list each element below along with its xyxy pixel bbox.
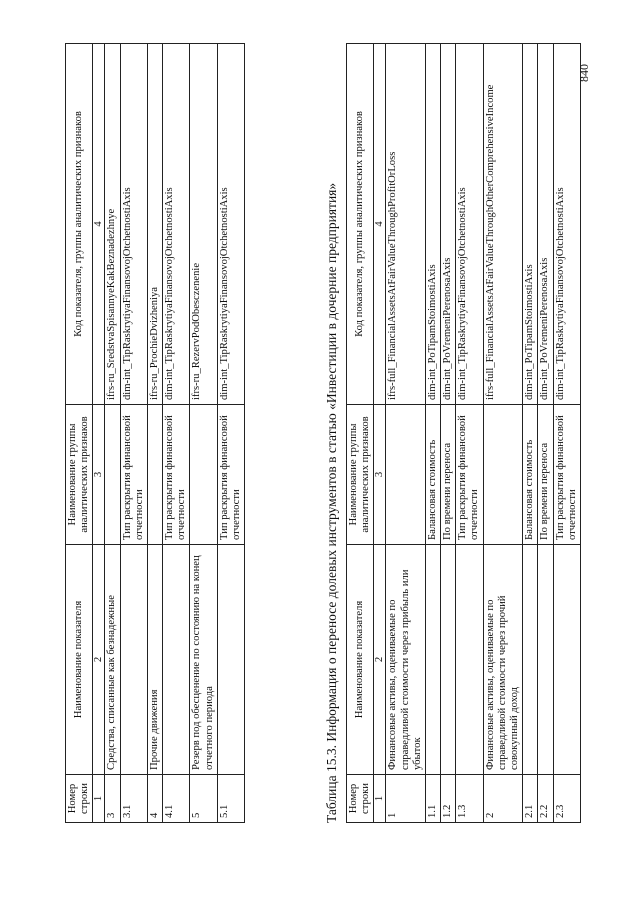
cell-code: ifrs-ru_RezervPodObesczenenie <box>190 44 217 405</box>
table-row <box>425 44 440 823</box>
table-row <box>456 44 483 823</box>
column-number: 2 <box>374 545 386 775</box>
table-row <box>120 44 147 823</box>
cell-row-number: 1 <box>386 775 426 823</box>
cell-code: dim-int_PoTipamStoimostiAxis <box>425 44 440 405</box>
column-number-row <box>374 44 386 823</box>
table-row <box>386 44 426 823</box>
cell-attribute-group: Тип раскрытия финансовой отчетности <box>120 405 147 545</box>
cell-attribute-group: Тип раскрытия финансовой отчетности <box>217 405 244 545</box>
column-number: 2 <box>93 545 105 775</box>
cell-code: dim-int_PoVremeniPerenosaAxis <box>538 44 553 405</box>
cell-indicator-name <box>538 545 553 775</box>
cell-attribute-group: Тип раскрытия финансовой отчетности <box>456 405 483 545</box>
page-number: 840 <box>577 64 591 82</box>
cell-indicator-name <box>553 545 580 775</box>
table-header-row <box>66 44 93 823</box>
cell-code: dim-int_PoTipamStoimostiAxis <box>523 44 538 405</box>
cell-code: dim-int_PoVremeniPerenosaAxis <box>441 44 456 405</box>
column-number: 1 <box>374 775 386 823</box>
column-number: 3 <box>374 405 386 545</box>
cell-attribute-group: По времени переноса <box>538 405 553 545</box>
cell-indicator-name <box>217 545 244 775</box>
cell-attribute-group <box>190 405 217 545</box>
cell-row-number: 2 <box>483 775 523 823</box>
table-row <box>190 44 217 823</box>
cell-row-number: 1.2 <box>441 775 456 823</box>
cell-row-number: 2.2 <box>538 775 553 823</box>
column-number: 3 <box>93 405 105 545</box>
table-row <box>147 44 162 823</box>
cell-indicator-name: Прочие движения <box>147 545 162 775</box>
cell-attribute-group <box>483 405 523 545</box>
column-number: 4 <box>93 44 105 405</box>
cell-indicator-name: Финансовые активы, оцениваемые по справедливой стоимости через прибыль или убыток <box>386 545 426 775</box>
header-indicator-name: Наименование показателя <box>347 545 374 775</box>
header-indicator-name: Наименование показателя <box>66 545 93 775</box>
table-row <box>441 44 456 823</box>
cell-code: dim-int_TipRaskrytiyaFinansovojOtchetnostiAxis <box>217 44 244 405</box>
cell-code: dim-int_TipRaskrytiyaFinansovojOtchetnostiAxis <box>456 44 483 405</box>
cell-attribute-group: Балансовая стоимость <box>425 405 440 545</box>
cell-attribute-group: Тип раскрытия финансовой отчетности <box>553 405 580 545</box>
cell-row-number: 4.1 <box>163 775 190 823</box>
cell-attribute-group: Балансовая стоимость <box>523 405 538 545</box>
cell-code: dim-int_TipRaskrytiyaFinansovojOtchetnostiAxis <box>120 44 147 405</box>
cell-row-number: 3 <box>105 775 120 823</box>
table-row <box>483 44 523 823</box>
table-row <box>538 44 553 823</box>
cell-row-number: 1.1 <box>425 775 440 823</box>
header-code: Код показателя, группы аналитических признаков <box>66 44 93 405</box>
cell-attribute-group <box>147 405 162 545</box>
cell-attribute-group <box>105 405 120 545</box>
cell-attribute-group: По времени переноса <box>441 405 456 545</box>
header-code: Код показателя, группы аналитических признаков <box>347 44 374 405</box>
cell-indicator-name <box>120 545 147 775</box>
cell-indicator-name <box>163 545 190 775</box>
header-attribute-group: Наименование группы аналитических признаков <box>347 405 374 545</box>
cell-attribute-group: Тип раскрытия финансовой отчетности <box>163 405 190 545</box>
cell-indicator-name: Средства, списанные как безнадежные <box>105 545 120 775</box>
cell-indicator-name <box>425 545 440 775</box>
table-row <box>163 44 190 823</box>
cell-indicator-name: Резерв под обесценение по состоянию на конец отчетного периода <box>190 545 217 775</box>
column-number-row <box>93 44 105 823</box>
cell-row-number: 2.3 <box>553 775 580 823</box>
table-caption: Таблица 15.3. Информация о переносе долевых инструментов в статью «Инвестиции в дочерние предприятия» <box>324 182 339 823</box>
table-header-row <box>347 44 374 823</box>
cell-row-number: 3.1 <box>120 775 147 823</box>
table-impairment-reserve <box>65 43 245 823</box>
cell-code: dim-int_TipRaskrytiyaFinansovojOtchetnostiAxis <box>553 44 580 405</box>
cell-indicator-name: Финансовые активы, оцениваемые по справедливой стоимости через прочий совокупный доход <box>483 545 523 775</box>
table-row <box>523 44 538 823</box>
table-row <box>553 44 580 823</box>
header-row-number: Номер строки <box>66 775 93 823</box>
cell-row-number: 2.1 <box>523 775 538 823</box>
cell-code: ifrs-full_FinancialAssetsAtFairValueThroughProfitOrLoss <box>386 44 426 405</box>
cell-row-number: 4 <box>147 775 162 823</box>
cell-code: ifrs-ru_ProchieDvizheniya <box>147 44 162 405</box>
column-number: 4 <box>374 44 386 405</box>
cell-row-number: 5 <box>190 775 217 823</box>
table-row <box>217 44 244 823</box>
column-number: 1 <box>93 775 105 823</box>
cell-indicator-name <box>456 545 483 775</box>
header-attribute-group: Наименование группы аналитических признаков <box>66 405 93 545</box>
table-row <box>105 44 120 823</box>
cell-row-number: 1.3 <box>456 775 483 823</box>
cell-indicator-name <box>441 545 456 775</box>
cell-code: dim-int_TipRaskrytiyaFinansovojOtchetnostiAxis <box>163 44 190 405</box>
cell-indicator-name <box>523 545 538 775</box>
cell-row-number: 5.1 <box>217 775 244 823</box>
header-row-number: Номер строки <box>347 775 374 823</box>
cell-attribute-group <box>386 405 426 545</box>
cell-code: ifrs-ru_SredstvaSpisannyeKakBeznadezhnye <box>105 44 120 405</box>
table-equity-transfer <box>346 43 581 823</box>
cell-code: ifrs-full_FinancialAssetsAtFairValueThroughOtherComprehensiveIncome <box>483 44 523 405</box>
